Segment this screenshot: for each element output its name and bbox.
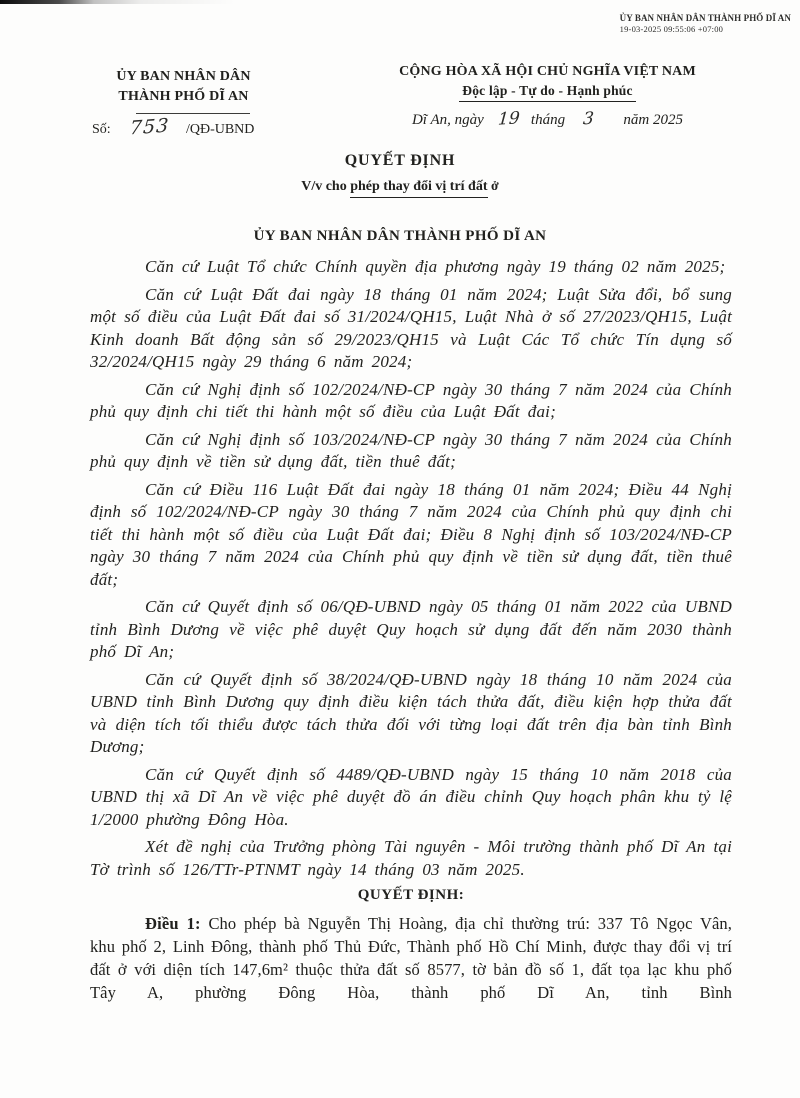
- document-number-line: [92, 116, 254, 138]
- national-motto-line1: CỘNG HÒA XÃ HỘI CHỦ NGHĨA VIỆT NAM: [399, 64, 696, 79]
- issuing-agency-line2: THÀNH PHỐ DĨ AN: [118, 89, 249, 104]
- article-1-text: Cho phép bà Nguyễn Thị Hoàng, địa chỉ thường trú: 337 Tô Ngọc Vân, khu phố 2, Linh Đông, thành phố Thủ Đức, Thành phố Hồ Chí Minh, được thay đổi vị trí đất ở với diện tích 147,6m² thuộc thửa đất số 8577, tờ bản đồ số 1, đất tọa lạc khu phố Tây A, phường Đông Hòa, thành phố Dĩ An, tỉnh Bình: [90, 914, 732, 1002]
- scan-timestamp-header: [620, 13, 791, 35]
- dateline-suffix: năm 2025: [623, 112, 684, 128]
- document-number-suffix: /QĐ-UBND: [185, 122, 255, 137]
- scan-header-agency: ỦY BAN NHÂN DÂN THÀNH PHỐ DĨ AN: [619, 13, 791, 23]
- issuing-agency-line1: ỦY BAN NHÂN DÂN: [116, 69, 251, 84]
- document-body: [90, 256, 732, 1004]
- decision-subject-underlined: phép thay đổi vị trí đất: [350, 179, 487, 198]
- recital-paragraph: Căn cứ Quyết định số 38/2024/QĐ-UBND ngày 18 tháng 10 năm 2024 của UBND tỉnh Bình Dương quy định điều kiện tách thửa đất, điều kiện hợp thửa đất và diện tích tối thiểu được tách thửa đối với từng loại đất trên địa bàn tỉnh Bình Dương;: [90, 669, 732, 756]
- decision-subject-suffix: ở: [491, 179, 499, 194]
- decision-title: QUYẾT ĐỊNH: [344, 152, 456, 169]
- scan-edge-artifact: [0, 0, 235, 4]
- national-header-block: [355, 64, 740, 129]
- article-1-label: Điều 1:: [145, 914, 201, 933]
- issuer-heading: ỦY BAN NHÂN DÂN THÀNH PHỐ DĨ AN: [253, 228, 547, 244]
- place-date-line: [355, 109, 740, 129]
- dateline-middle: tháng: [530, 112, 566, 128]
- decision-subject-prefix: V/v cho: [301, 179, 347, 194]
- decision-subject: [80, 179, 720, 195]
- article-1-paragraph: [90, 912, 732, 1004]
- decision-command-heading: QUYẾT ĐỊNH:: [357, 887, 465, 903]
- decision-title-block: [80, 152, 720, 195]
- recital-paragraph: Xét đề nghị của Trưởng phòng Tài nguyên - Môi trường thành phố Dĩ An tại Tờ trình số 126/TTr-PTNMT ngày 14 tháng 03 năm 2025.: [90, 837, 732, 879]
- recital-paragraph: Căn cứ Nghị định số 102/2024/NĐ-CP ngày 30 tháng 7 năm 2024 của Chính phủ quy định chi tiết thi hành một số điều của Luật Đất đai;: [90, 379, 732, 421]
- recital-paragraph: Căn cứ Quyết định số 4489/QĐ-UBND ngày 15 tháng 10 năm 2018 của UBND thị xã Dĩ An về việc phê duyệt đồ án điều chỉnh Quy hoạch phân khu tỷ lệ 1/2000 phường Đông Hòa.: [90, 764, 732, 829]
- handwritten-document-number: 753: [129, 114, 171, 140]
- issuing-agency-block: [86, 67, 281, 107]
- handwritten-day: 19: [496, 108, 520, 130]
- document-number-label: Số:: [92, 122, 111, 137]
- recital-paragraph: Căn cứ Quyết định số 06/QĐ-UBND ngày 05 tháng 01 năm 2022 của UBND tỉnh Bình Dương về việc phê duyệt Quy hoạch sử dụng đất đến năm 2030 thành phố Dĩ An;: [90, 597, 732, 661]
- recital-paragraph: Căn cứ Luật Tổ chức Chính quyền địa phương ngày 19 tháng 02 năm 2025;: [145, 257, 726, 276]
- recital-paragraph: Căn cứ Luật Đất đai ngày 18 tháng 01 năm 2024; Luật Sửa đổi, bổ sung một số điều của Luật Đất đai số 31/2024/QH15, Luật Nhà ở số 27/2023/QH15, Luật Kinh doanh Bất động sản số 29/2023/QH15 và Luật Các Tổ chức Tín dụng số 32/2024/QH15 ngày 29 tháng 6 năm 2024;: [90, 284, 732, 371]
- national-motto-line2: Độc lập - Tự do - Hạnh phúc: [459, 83, 635, 102]
- handwritten-month: 3: [582, 108, 595, 130]
- recital-paragraph: Căn cứ Nghị định số 103/2024/NĐ-CP ngày 30 tháng 7 năm 2024 của Chính phủ quy định về tiền sử dụng đất, tiền thuê đất;: [90, 429, 732, 471]
- scan-header-timestamp: 19-03-2025 09:55:06 +07:00: [619, 24, 724, 34]
- dateline-prefix: Dĩ An, ngày: [411, 112, 484, 128]
- recital-paragraph: Căn cứ Điều 116 Luật Đất đai ngày 18 tháng 01 năm 2024; Điều 44 Nghị định số 102/2024/NĐ-CP ngày 30 tháng 7 năm 2024 của Chính phủ quy định chi tiết thi hành một số điều của Luật Đất đai; Điều 8 Nghị định số 103/2024/NĐ-CP ngày 30 tháng 7 năm 2024 của Chính phủ quy định về tiền sử dụng đất, tiền thuê đất;: [90, 479, 732, 589]
- number-fill-line: [136, 113, 250, 114]
